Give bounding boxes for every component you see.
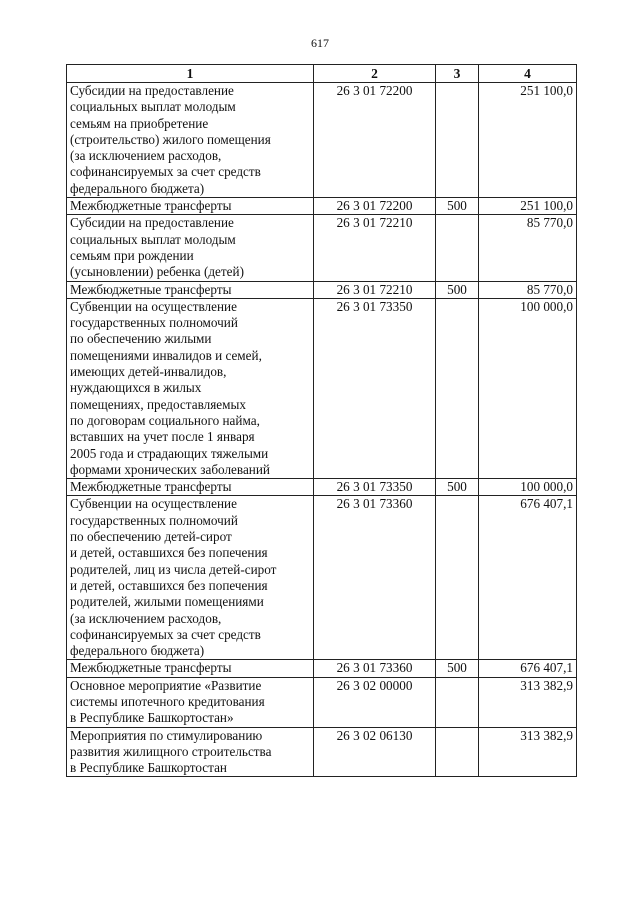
column-header-type: 3 bbox=[436, 65, 479, 83]
column-header-code: 2 bbox=[314, 65, 436, 83]
row-amount: 676 407,1 bbox=[479, 496, 577, 660]
row-name: Основное мероприятие «Развитие системы ипотечного кредитования в Республике Башкортостан» bbox=[67, 677, 314, 727]
row-type bbox=[436, 298, 479, 478]
row-type bbox=[436, 496, 479, 660]
row-name: Межбюджетные трансферты bbox=[67, 281, 314, 298]
row-amount: 251 100,0 bbox=[479, 198, 577, 215]
row-amount: 85 770,0 bbox=[479, 215, 577, 281]
row-type: 500 bbox=[436, 198, 479, 215]
table-row bbox=[67, 496, 577, 660]
row-amount: 100 000,0 bbox=[479, 479, 577, 496]
table-row bbox=[67, 727, 577, 777]
row-type bbox=[436, 83, 479, 198]
row-code: 26 3 02 06130 bbox=[314, 727, 436, 777]
row-type: 500 bbox=[436, 479, 479, 496]
row-name: Межбюджетные трансферты bbox=[67, 198, 314, 215]
column-header-name: 1 bbox=[67, 65, 314, 83]
row-name: Межбюджетные трансферты bbox=[67, 479, 314, 496]
row-code: 26 3 01 73360 bbox=[314, 496, 436, 660]
row-code: 26 3 01 73350 bbox=[314, 298, 436, 478]
row-name: Межбюджетные трансферты bbox=[67, 660, 314, 677]
table-row bbox=[67, 660, 577, 677]
row-amount: 676 407,1 bbox=[479, 660, 577, 677]
row-code: 26 3 01 72210 bbox=[314, 215, 436, 281]
table-row bbox=[67, 479, 577, 496]
row-type bbox=[436, 215, 479, 281]
row-amount: 313 382,9 bbox=[479, 727, 577, 777]
table-row bbox=[67, 83, 577, 198]
row-type bbox=[436, 677, 479, 727]
table-row bbox=[67, 677, 577, 727]
row-amount: 251 100,0 bbox=[479, 83, 577, 198]
row-name: Субвенции на осуществление государственных полномочий по обеспечению жилыми помещениями инвалидов и семей, имеющих детей-инвалидов, нуждающихся в жилых помещениях, предоставляемых по договорам социального найма, вставших на учет после 1 января 2005 года и страдающих тяжелыми формами хронических заболеваний bbox=[67, 298, 314, 478]
row-amount: 100 000,0 bbox=[479, 298, 577, 478]
row-amount: 313 382,9 bbox=[479, 677, 577, 727]
table-row bbox=[67, 215, 577, 281]
row-code: 26 3 01 72200 bbox=[314, 198, 436, 215]
table-header-row bbox=[67, 65, 577, 83]
row-type bbox=[436, 727, 479, 777]
row-name: Субсидии на предоставление социальных выплат молодым семьям при рождении (усыновлении) ребенка (детей) bbox=[67, 215, 314, 281]
row-code: 26 3 01 72200 bbox=[314, 83, 436, 198]
table-row bbox=[67, 281, 577, 298]
row-code: 26 3 01 73350 bbox=[314, 479, 436, 496]
row-name: Субвенции на осуществление государственных полномочий по обеспечению детей-сирот и детей, оставшихся без попечения родителей, лиц из числа детей-сирот и детей, оставшихся без попечения родителей, жилыми помещениями (за исключением расходов, софинансируемых за счет средств федерального бюджета) bbox=[67, 496, 314, 660]
budget-table bbox=[66, 64, 577, 777]
row-code: 26 3 01 73360 bbox=[314, 660, 436, 677]
table-row bbox=[67, 298, 577, 478]
page-number: 617 bbox=[311, 36, 329, 50]
table-row bbox=[67, 198, 577, 215]
row-name: Мероприятия по стимулированию развития жилищного строительства в Республике Башкортостан bbox=[67, 727, 314, 777]
row-type: 500 bbox=[436, 660, 479, 677]
row-code: 26 3 01 72210 bbox=[314, 281, 436, 298]
row-type: 500 bbox=[436, 281, 479, 298]
row-code: 26 3 02 00000 bbox=[314, 677, 436, 727]
column-header-amount: 4 bbox=[479, 65, 577, 83]
row-amount: 85 770,0 bbox=[479, 281, 577, 298]
row-name: Субсидии на предоставление социальных выплат молодым семьям на приобретение (строительство) жилого помещения (за исключением расходов, софинансируемых за счет средств федерального бюджета) bbox=[67, 83, 314, 198]
